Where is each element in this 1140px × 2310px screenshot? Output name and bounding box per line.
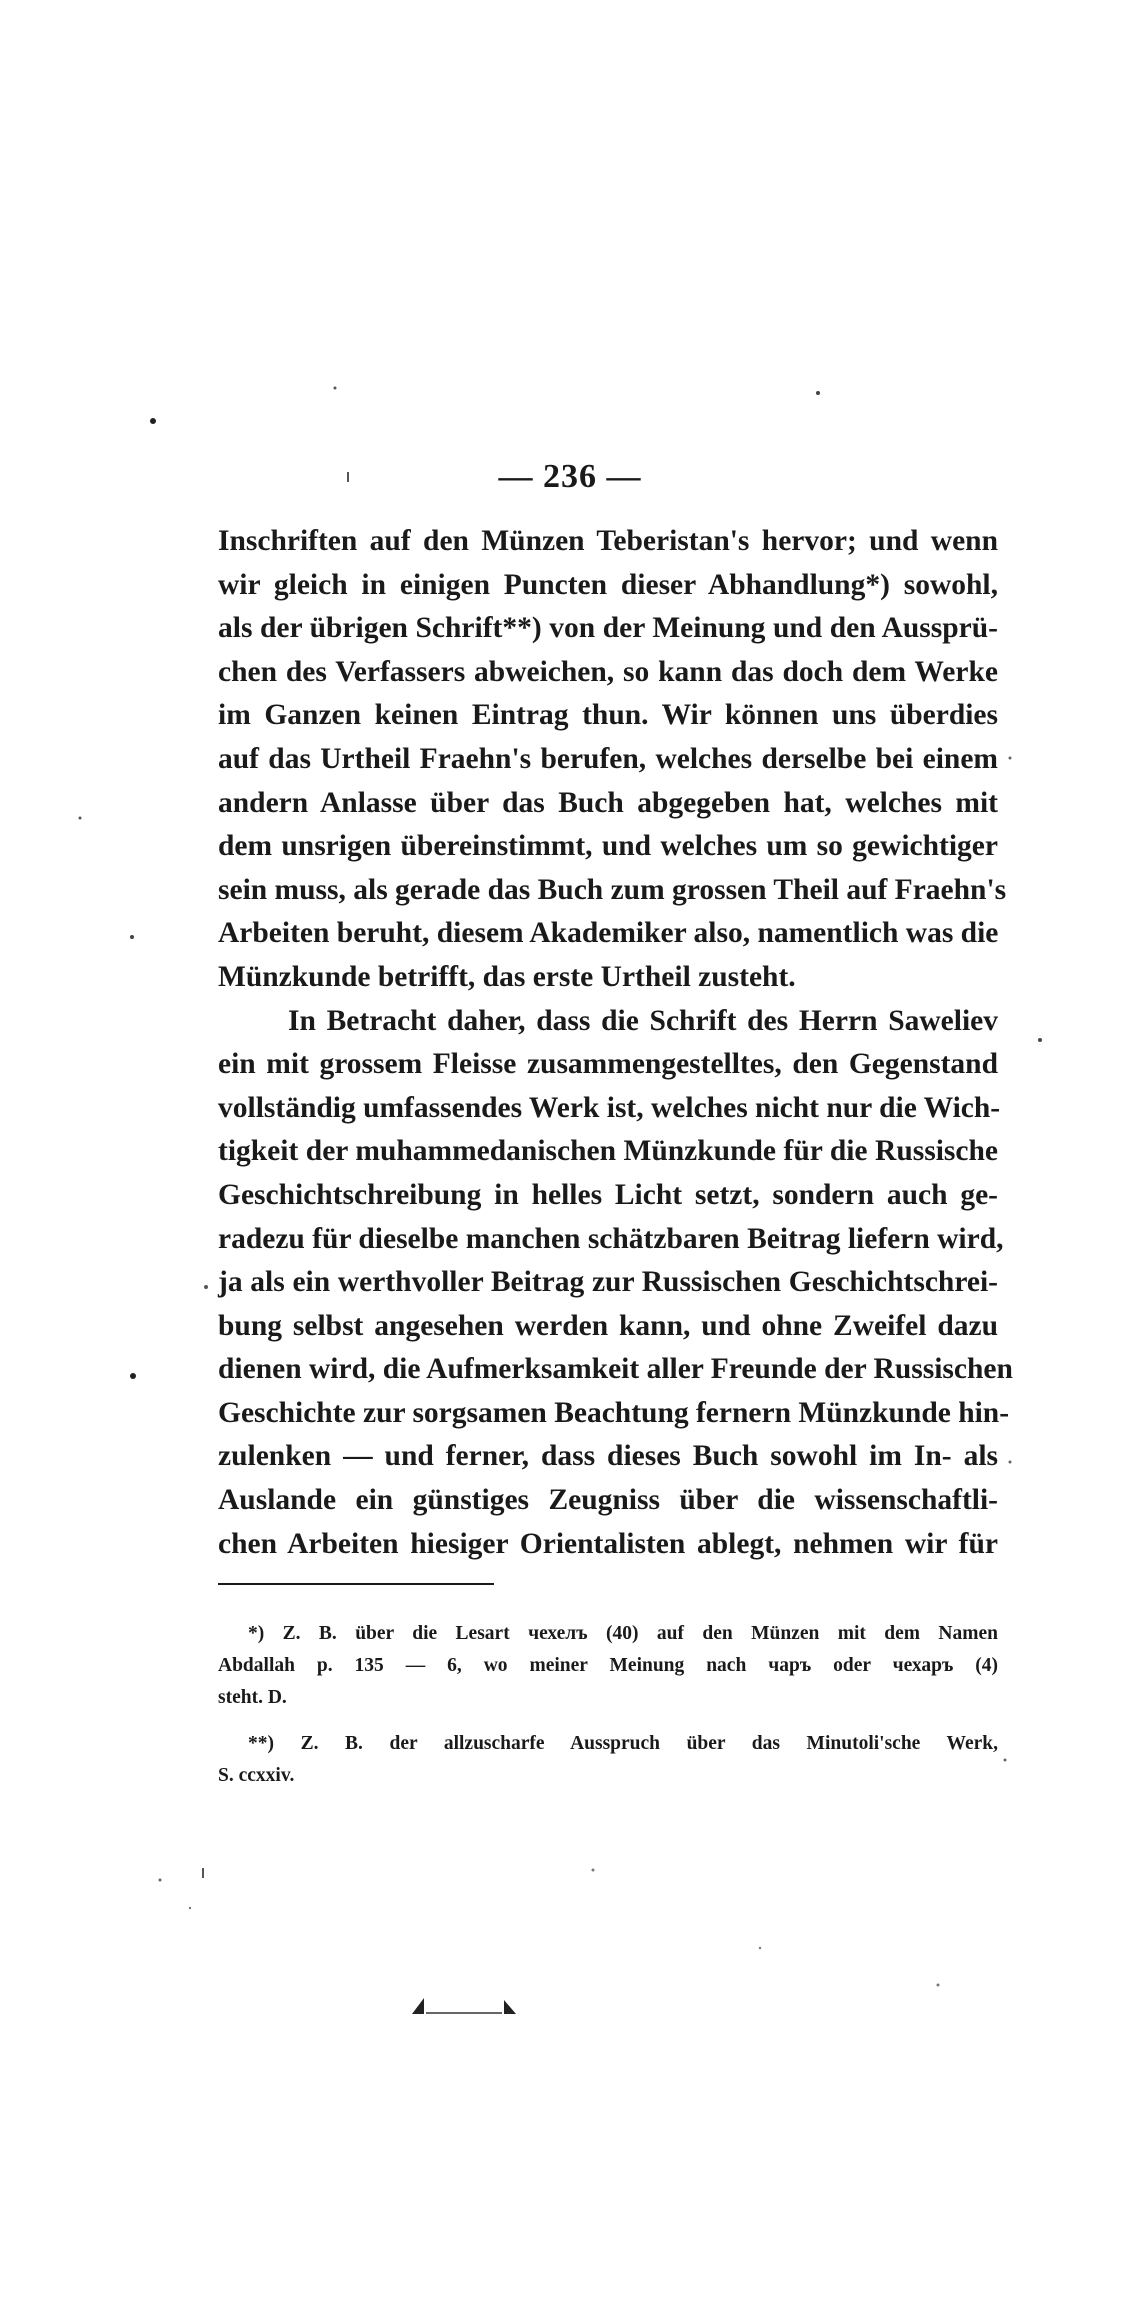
footnote-line: steht. D. <box>218 1687 287 1708</box>
text-line: chen des Verfassers abweichen, so kann das doch dem Werke <box>218 655 998 688</box>
text-line: bung selbst angesehen werden kann, und ohne Zweifel dazu <box>218 1309 998 1342</box>
text-line: chen Arbeiten hiesiger Orientalisten ablegt, nehmen wir für <box>218 1527 998 1560</box>
text-line: wir gleich in einigen Puncten dieser Abhandlung*) sowohl, <box>218 568 998 601</box>
text-line: im Ganzen keinen Eintrag thun. Wir können uns überdies <box>218 699 998 732</box>
text-line: auf das Urtheil Fraehn's berufen, welches derselbe bei einem <box>218 742 998 775</box>
text-line: In Betracht daher, dass die Schrift des Herrn Saweliev <box>288 1004 998 1037</box>
text-line: zulenken — und ferner, dass dieses Buch sowohl im In- als <box>218 1440 998 1473</box>
footnote-line: S. ccxxiv. <box>218 1765 295 1786</box>
text-line: dienen wird, die Aufmerksamkeit aller Freunde der Russischen <box>218 1353 1013 1386</box>
scan-edge-mark <box>412 1992 522 2016</box>
page-number: — 236 — <box>498 458 642 495</box>
text-line: ja als ein werthvoller Beitrag zur Russischen Geschichtschrei- <box>218 1266 998 1299</box>
text-line: dem unsrigen übereinstimmt, und welches um so gewichtiger <box>218 830 998 863</box>
text-line: als der übrigen Schrift**) von der Meinung und den Aussprü- <box>218 612 998 645</box>
text-line: Geschichte zur sorgsamen Beachtung fernern Münzkunde hin- <box>218 1396 1010 1429</box>
text-line: sein muss, als gerade das Buch zum grossen Theil auf Fraehn's <box>218 873 1007 906</box>
footnote-line: **) Z. B. der allzuscharfe Ausspruch über das Minutoli'sche Werk, <box>248 1733 998 1754</box>
footnote-line: Abdallah p. 135 — 6, wo meiner Meinung nach чаръ oder чехаръ (4) <box>218 1655 998 1676</box>
text-line: radezu für dieselbe manchen schätzbaren Beitrag liefern wird, <box>218 1222 1004 1255</box>
text-line: vollständig umfassendes Werk ist, welches nicht nur die Wich- <box>218 1091 1001 1124</box>
footnote-line: *) Z. B. über die Lesart чехелъ (40) auf den Münzen mit dem Namen <box>248 1623 998 1644</box>
text-line: Geschichtschreibung in helles Licht setzt, sondern auch ge- <box>218 1178 998 1211</box>
text-line: andern Anlasse über das Buch abgegeben hat, welches mit <box>218 786 998 819</box>
text-line: Münzkunde betrifft, das erste Urtheil zusteht. <box>218 960 796 993</box>
text-line: ein mit grossem Fleisse zusammengestelltes, den Gegenstand <box>218 1048 998 1081</box>
text-line: Auslande ein günstiges Zeugniss über die wissenschaftli- <box>218 1484 998 1517</box>
text-line: Inschriften auf den Münzen Teberistan's hervor; und wenn <box>218 525 998 557</box>
text-line: tigkeit der muhammedanischen Münzkunde für die Russische <box>218 1135 998 1168</box>
text-line: Arbeiten beruht, diesem Akademiker also, namentlich was die <box>218 917 999 950</box>
